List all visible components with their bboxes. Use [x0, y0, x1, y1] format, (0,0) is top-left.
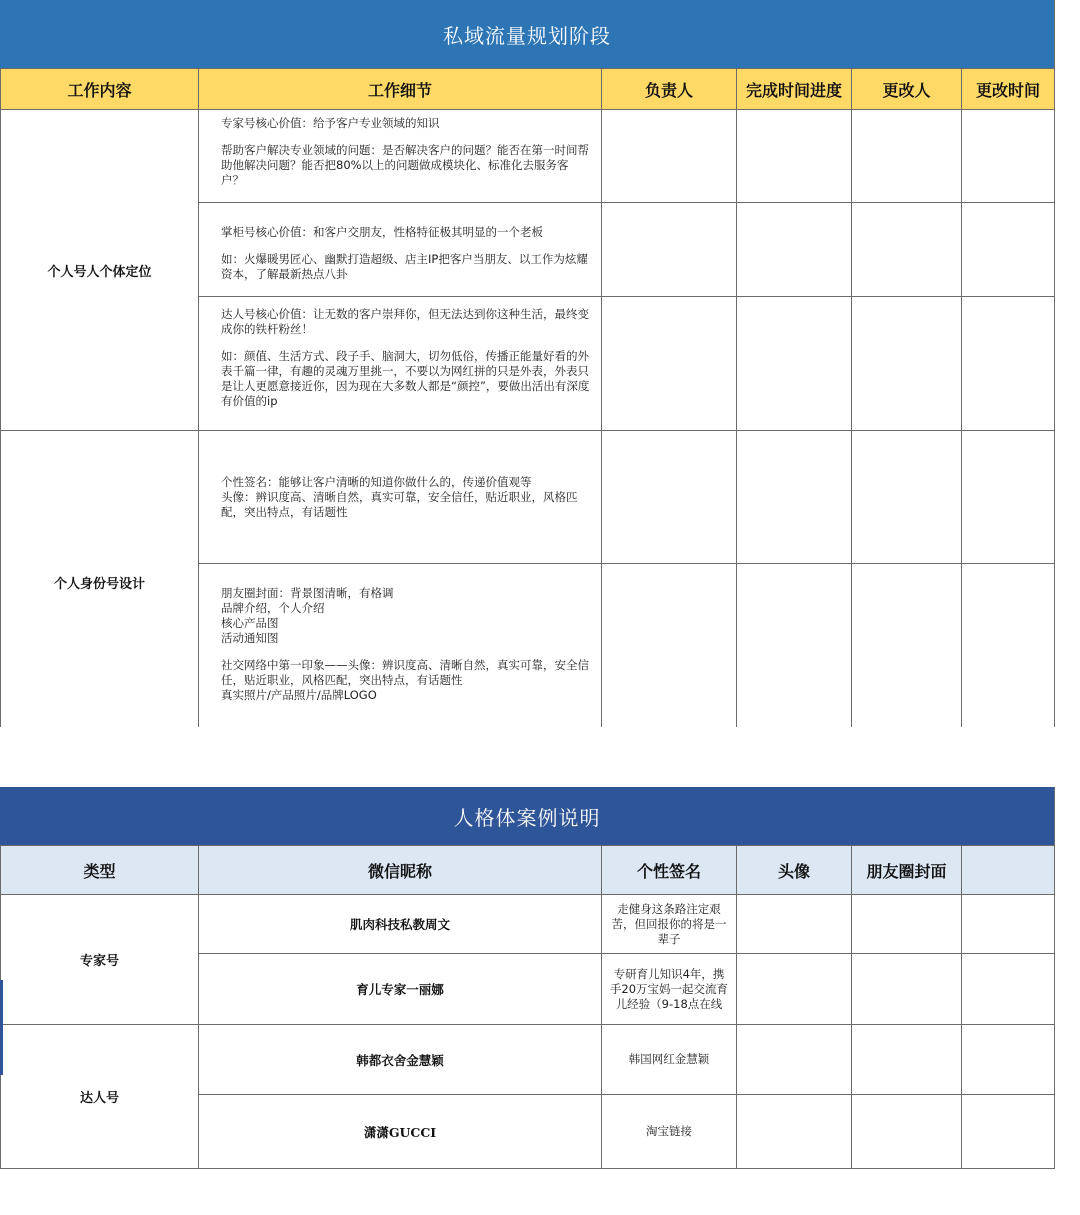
detail-cell: [199, 110, 602, 203]
table-row: [1, 431, 1055, 564]
planning-sheet-title: 私域流量规划阶段: [0, 0, 1054, 68]
table-row: [1, 110, 1055, 203]
header-modifier: 更改人: [852, 69, 962, 110]
table-row: [1, 1025, 1055, 1095]
nickname-cell: 潇潇GUCCI: [199, 1095, 602, 1169]
header-blank: [962, 846, 1055, 895]
header-signature: 个性签名: [602, 846, 737, 895]
moments-cover-cell[interactable]: [852, 895, 962, 954]
signature-cell: 走健身这条路注定艰苦，但回报你的将是一辈子: [602, 895, 737, 954]
header-work-detail: 工作细节: [199, 69, 602, 110]
category-cell: 个人号人个体定位: [1, 110, 199, 431]
moments-cover-cell[interactable]: [852, 1095, 962, 1169]
blank-cell[interactable]: [962, 1025, 1055, 1095]
nickname-cell: 肌肉科技私教周文: [199, 895, 602, 954]
header-wechat-nickname: 微信昵称: [199, 846, 602, 895]
detail-paragraph: 达人号核心价值：让无数的客户崇拜你，但无法达到你这种生活，最终变成你的铁杆粉丝！: [221, 307, 589, 336]
modified-time-cell[interactable]: [962, 297, 1055, 431]
avatar-cell[interactable]: [737, 1025, 852, 1095]
progress-cell[interactable]: [737, 203, 852, 297]
planning-table-header-row: [1, 69, 1055, 110]
detail-paragraph: 如：颜值、生活方式、段子手、脑洞大，切勿低俗，传播正能量好看的外表千篇一律，有趣的灵魂万里挑一，不要以为网红拼的只是外表，外表只是让人更愿意接近你，因为现在大多数人都是“颜控”，要做出活出有深度有价值的ip: [221, 349, 590, 408]
modified-time-cell[interactable]: [962, 564, 1055, 728]
detail-paragraph: 如：火爆暖男匠心、幽默打造超级、店主IP把客户当朋友、以工作为炫耀资本，了解最新热点八卦: [221, 252, 588, 281]
detail-cell: [199, 431, 602, 564]
blank-cell[interactable]: [962, 1095, 1055, 1169]
persona-table: [0, 845, 1055, 1169]
signature-cell: 淘宝链接: [602, 1095, 737, 1169]
owner-cell[interactable]: [602, 431, 737, 564]
table-row: [1, 895, 1055, 954]
persona-sheet: [0, 787, 1055, 1169]
modified-time-cell[interactable]: [962, 203, 1055, 297]
avatar-cell[interactable]: [737, 895, 852, 954]
detail-cell: [199, 564, 602, 728]
nickname-cell: 韩都衣舍金慧颖: [199, 1025, 602, 1095]
planning-table: [0, 68, 1054, 727]
selection-edge-marker: [0, 980, 3, 1075]
planning-sheet-body: [0, 68, 1054, 727]
signature-cell: 韩国网红金慧颖: [602, 1025, 737, 1095]
header-work-content: 工作内容: [1, 69, 199, 110]
progress-cell[interactable]: [737, 110, 852, 203]
avatar-cell[interactable]: [737, 954, 852, 1025]
nickname-cell: 育儿专家一丽娜: [199, 954, 602, 1025]
persona-sheet-title: 人格体案例说明: [0, 787, 1054, 845]
detail-paragraph: 帮助客户解决专业领域的问题：是否解决客户的问题？能否在第一时间帮助他解决问题？能否把80%以上的问题做成模块化、标准化去服务客户？: [221, 143, 589, 187]
header-type: 类型: [1, 846, 199, 895]
type-cell: 达人号: [1, 1025, 199, 1169]
header-modified-time: 更改时间: [962, 69, 1055, 110]
modified-time-cell[interactable]: [962, 110, 1055, 203]
detail-cell: [199, 203, 602, 297]
owner-cell[interactable]: [602, 564, 737, 728]
detail-paragraph: 个性签名：能够让客户清晰的知道你做什么的，传递价值观等 头像：辨识度高、清晰自然，真实可靠，安全信任，贴近职业，风格匹配，突出特点，有话题性: [221, 474, 578, 519]
category-cell: 个人身份号设计: [1, 431, 199, 728]
detail-paragraph: 社交网络中第一印象——头像：辨识度高、清晰自然，真实可靠，安全信任，贴近职业，风格匹配，突出特点，有话题性 真实照片/产品照片/品牌LOGO: [221, 658, 589, 702]
avatar-cell[interactable]: [737, 1095, 852, 1169]
blank-cell[interactable]: [962, 954, 1055, 1025]
modifier-cell[interactable]: [852, 564, 962, 728]
progress-cell[interactable]: [737, 297, 852, 431]
moments-cover-cell[interactable]: [852, 954, 962, 1025]
signature-cell: 专研育儿知识4年，携手20万宝妈一起交流育儿经验（9-18点在线: [602, 954, 737, 1025]
modified-time-cell[interactable]: [962, 431, 1055, 564]
modifier-cell[interactable]: [852, 203, 962, 297]
header-owner: 负责人: [602, 69, 737, 110]
blank-cell[interactable]: [962, 895, 1055, 954]
detail-paragraph: 朋友圈封面：背景图清晰，有格调 品牌介绍，个人介绍 核心产品图 活动通知图: [221, 586, 394, 645]
detail-paragraph: 掌柜号核心价值：和客户交朋友，性格特征极其明显的一个老板: [221, 225, 543, 239]
header-progress: 完成时间进度: [737, 69, 852, 110]
modifier-cell[interactable]: [852, 431, 962, 564]
header-avatar: 头像: [737, 846, 852, 895]
moments-cover-cell[interactable]: [852, 1025, 962, 1095]
persona-table-header-row: [1, 846, 1055, 895]
type-cell: 专家号: [1, 895, 199, 1025]
progress-cell[interactable]: [737, 431, 852, 564]
modifier-cell[interactable]: [852, 110, 962, 203]
modifier-cell[interactable]: [852, 297, 962, 431]
header-moments-cover: 朋友圈封面: [852, 846, 962, 895]
detail-cell: [199, 297, 602, 431]
detail-paragraph: 专家号核心价值：给予客户专业领域的知识: [221, 116, 440, 130]
owner-cell[interactable]: [602, 203, 737, 297]
owner-cell[interactable]: [602, 297, 737, 431]
owner-cell[interactable]: [602, 110, 737, 203]
progress-cell[interactable]: [737, 564, 852, 728]
